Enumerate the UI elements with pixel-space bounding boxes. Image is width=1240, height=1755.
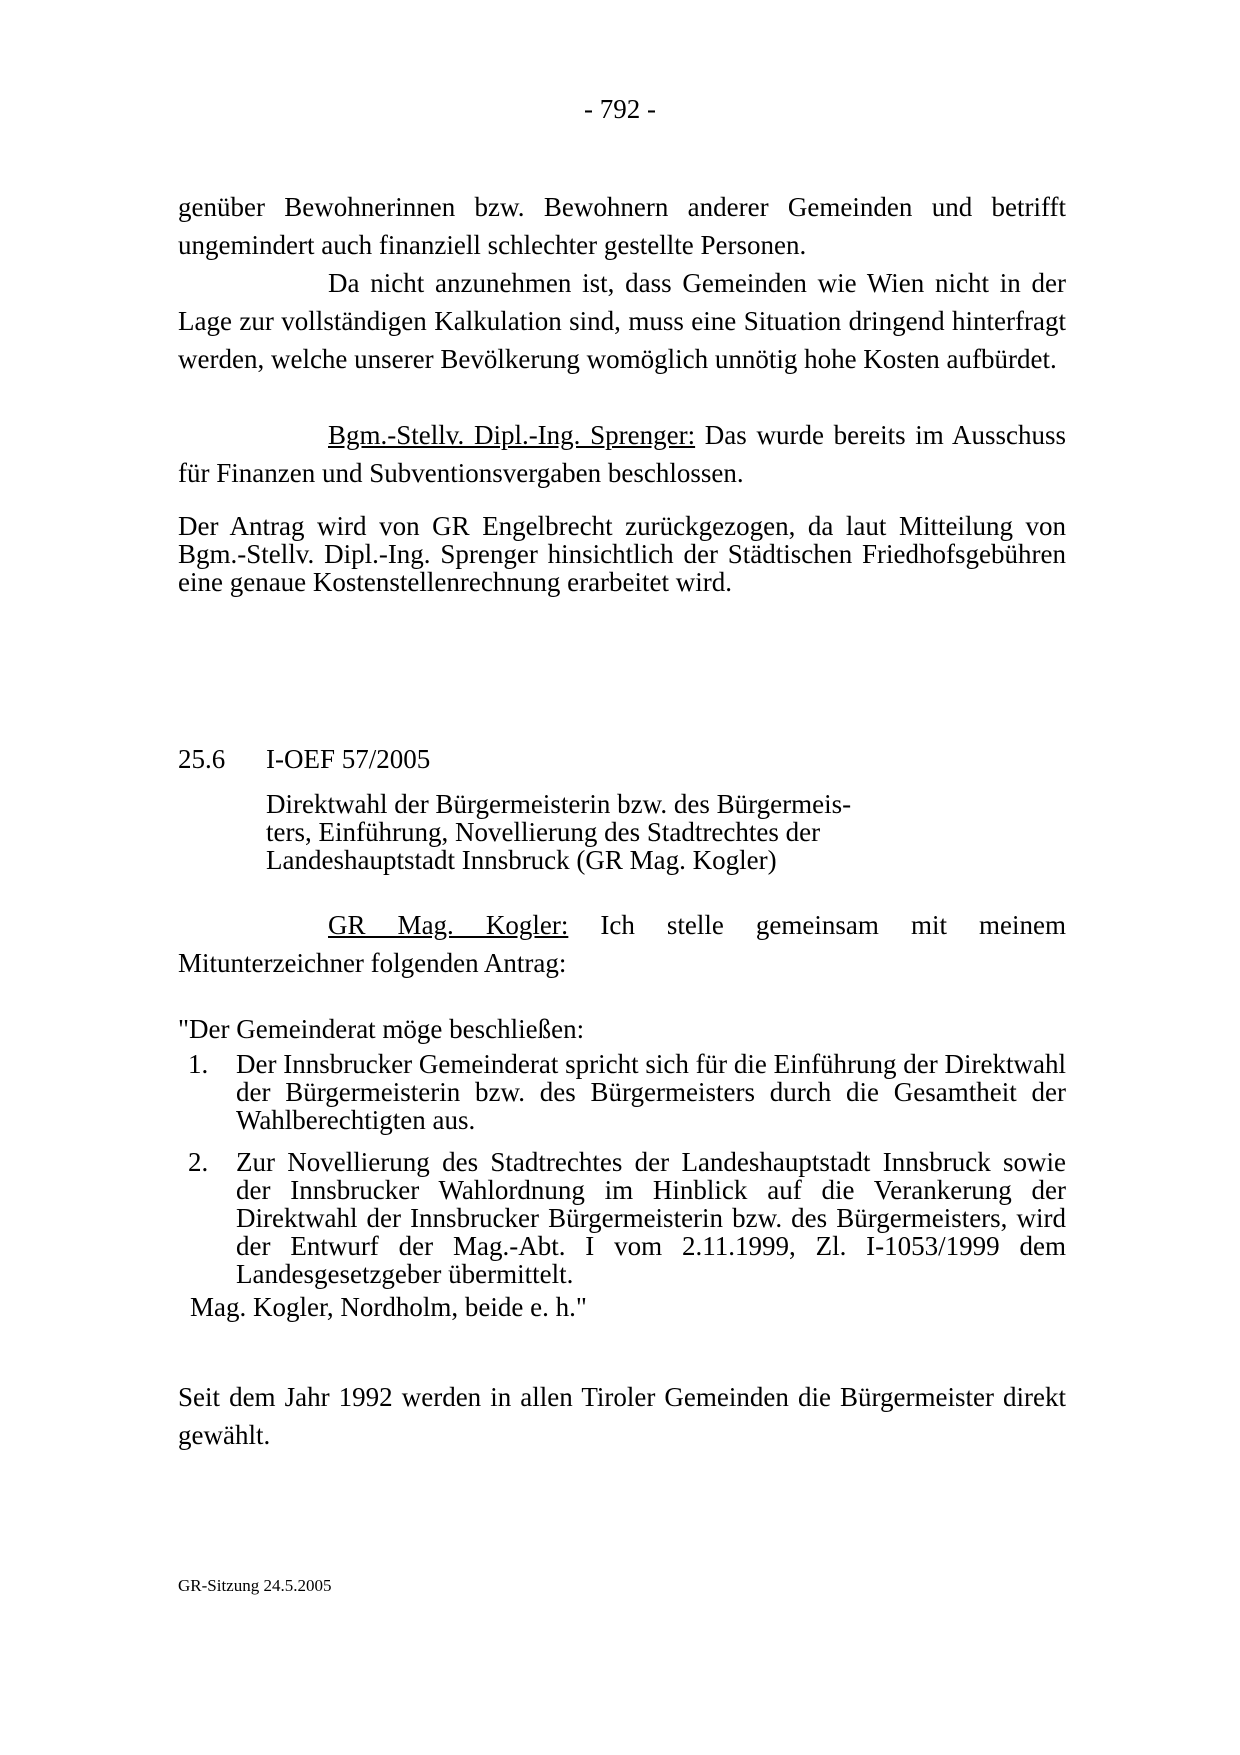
motion-item-marker: 1. [188,1049,209,1079]
decision-text: Der Antrag wird von GR Engelbrecht zurückgezogen, da laut Mitteilung von Bgm.-Stellv. Dipl.-Ing. Sprenger hinsichtlich der Städtischen Friedhofsgebühren eine genaue Kostenstellenrechnung erarbeitet wird. [178,511,1066,597]
motion-list [178,1050,1066,1288]
page-number: - 792 - [584,94,656,124]
argument-text: Da nicht anzunehmen ist, dass Gemeinden wie Wien nicht in der Lage zur vollständigen Kalkulation sind, muss eine Situation dringend hinterfragt werden, welche unserer Bevölkerung womöglich unnötig hohe Kosten aufbürdet. [178,268,1066,374]
speaker-sprenger-paragraph [178,416,1066,492]
speaker-kogler-name: GR Mag. Kogler: [328,910,569,940]
motion-intro [178,1012,1066,1046]
continuation-line-1: genüber Bewohnerinnen bzw. Bewohnern anderer Gemeinden und betrifft [178,192,1066,222]
agenda-item-number: 25.6 [178,744,226,774]
argument-paragraph [178,264,1066,378]
speaker-sprenger-text: Das wurde bereits im Ausschuss für Finanzen und Subventionsvergaben beschlossen. [178,420,1066,488]
motion-item-text: Zur Novellierung des Stadtrechtes der Landeshauptstadt Innsbruck sowie der Innsbrucker Wahlordnung im Hinblick auf die Verankerung der Direktwahl der Innsbrucker Bürgermeisterin bzw. des Bürgermeisters, wird der Entwurf der Mag.-Abt. I vom 2.11.1999, Zl. I-1053/1999 dem Landesgesetzgeber übermittelt. [236,1147,1066,1289]
agenda-item-title-line-2: ters, Einführung, Novellierung des Stadtrechtes der [266,817,821,847]
motion-item-text: Der Innsbrucker Gemeinderat spricht sich für die Einführung der Direktwahl der Bürgermeisterin bzw. des Bürgermeisters durch die Gesamtheit der Wahlberechtigten aus. [236,1049,1066,1135]
closing-paragraph [178,1378,1066,1454]
motion-item-marker: 2. [188,1147,209,1177]
agenda-item-title-line-1: Direktwahl der Bürgermeisterin bzw. des Bürgermeis- [266,789,852,819]
speaker-sprenger-name: Bgm.-Stellv. Dipl.-Ing. Sprenger: [328,420,696,450]
motion-list-item [178,1050,1066,1134]
continuation-line-2: ungemindert auch finanziell schlechter gestellte Personen. [178,230,807,260]
speaker-kogler-paragraph [178,906,1066,982]
motion-intro-text: "Der Gemeinderat möge beschließen: [178,1014,585,1044]
continuation-paragraph [178,188,1066,264]
agenda-item-title-line-3: Landeshauptstadt Innsbruck (GR Mag. Kogler) [266,845,777,875]
agenda-item-title [266,790,926,874]
decision-paragraph [178,512,1066,596]
speaker-kogler-text: Ich stelle gemeinsam mit meinem Mitunterzeichner folgenden Antrag: [178,910,1066,978]
speaker-sprenger-statement [178,416,1066,492]
speaker-kogler-statement [178,906,1066,982]
agenda-item-code: I-OEF 57/2005 [266,744,431,774]
motion-signature-text: Mag. Kogler, Nordholm, beide e. h." [190,1292,587,1322]
footer-session-date: GR-Sitzung 24.5.2005 [178,1576,332,1595]
motion-signature [190,1290,1078,1324]
closing-text: Seit dem Jahr 1992 werden in allen Tiroler Gemeinden die Bürgermeister direkt gewählt. [178,1382,1066,1450]
motion-list-item [178,1148,1066,1288]
